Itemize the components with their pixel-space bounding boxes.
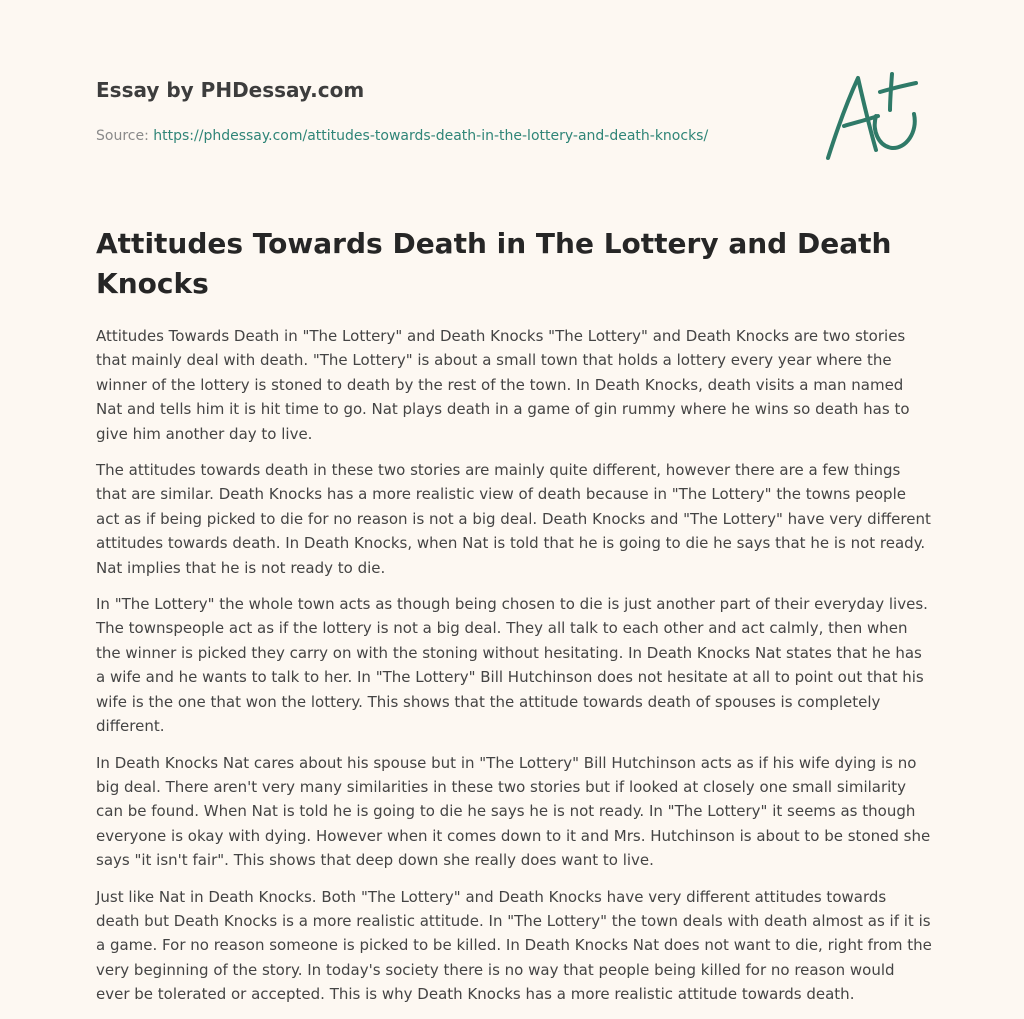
essay-paragraph: In "The Lottery" the whole town acts as though being chosen to die is just another part of their everyday lives. The townspeople act as if the lottery is not a big deal. They all talk to each other and act calmly, then when the winner is picked they carry on with the stoning without hesitating. In Death Knocks Nat states that he has a wife and he wants to talk to her. In "The Lottery" Bill Hutchinson does not hesitate at all to point out that his wife is the one that won the lottery. This shows that the attitude towards death of spouses is completely different. [96, 595, 928, 736]
a-plus-grade-icon [818, 66, 930, 166]
page-header [96, 76, 816, 146]
essay-body [96, 324, 932, 1019]
source-label: Source: [96, 128, 149, 144]
essay-title: Attitudes Towards Death in The Lottery and Death Knocks [96, 227, 892, 300]
essay-paragraph: Just like Nat in Death Knocks. Both "The Lottery" and Death Knocks have very different attitudes towards death but Death Knocks is a more realistic attitude. In "The Lottery" the town deals with death almost as if it is a game. For no reason someone is picked to be killed. In Death Knocks Nat does not want to die, right from the very beginning of the story. In today's society there is no way that people being killed for no reason would ever be tolerated or accepted. This is why Death Knocks has a more realistic attitude towards death. [96, 887, 932, 1004]
site-name: Essay by PHDessay.com [96, 78, 365, 102]
essay-paragraph: In Death Knocks Nat cares about his spouse but in "The Lottery" Bill Hutchinson acts as if his wife dying is no big deal. There aren't very many similarities in these two stories but if looked at closely one small similarity can be found. When Nat is told he is going to die he says he is not ready. In "The Lottery" it seems as though everyone is okay with dying. However when it comes down to it and Mrs. Hutchinson is about to be stoned she says "it isn't fair". This shows that deep down she really does want to live. [96, 753, 931, 870]
source-line [96, 126, 816, 146]
essay-paragraph: Attitudes Towards Death in "The Lottery" and Death Knocks "The Lottery" and Death Knocks are two stories that mainly deal with death. "The Lottery" is about a small town that holds a lottery every year where the winner of the lottery is stoned to death by the rest of the town. In Death Knocks, death visits a man named Nat and tells him it is hit time to go. Nat plays death in a game of gin rummy where he wins so death has to give him another day to live. [96, 327, 910, 443]
essay-paragraph: The attitudes towards death in these two stories are mainly quite different, however there are a few things that are similar. Death Knocks has a more realistic view of death because in "The Lottery" the towns people act as if being picked to die for no reason is not a big deal. Death Knocks and "The Lottery" have very different attitudes towards death. In Death Knocks, when Nat is told that he is going to die he says that he is not ready. Nat implies that he is not ready to die. [96, 461, 931, 577]
source-link[interactable]: https://phdessay.com/attitudes-towards-death-in-the-lottery-and-death-knocks/ [153, 128, 709, 144]
